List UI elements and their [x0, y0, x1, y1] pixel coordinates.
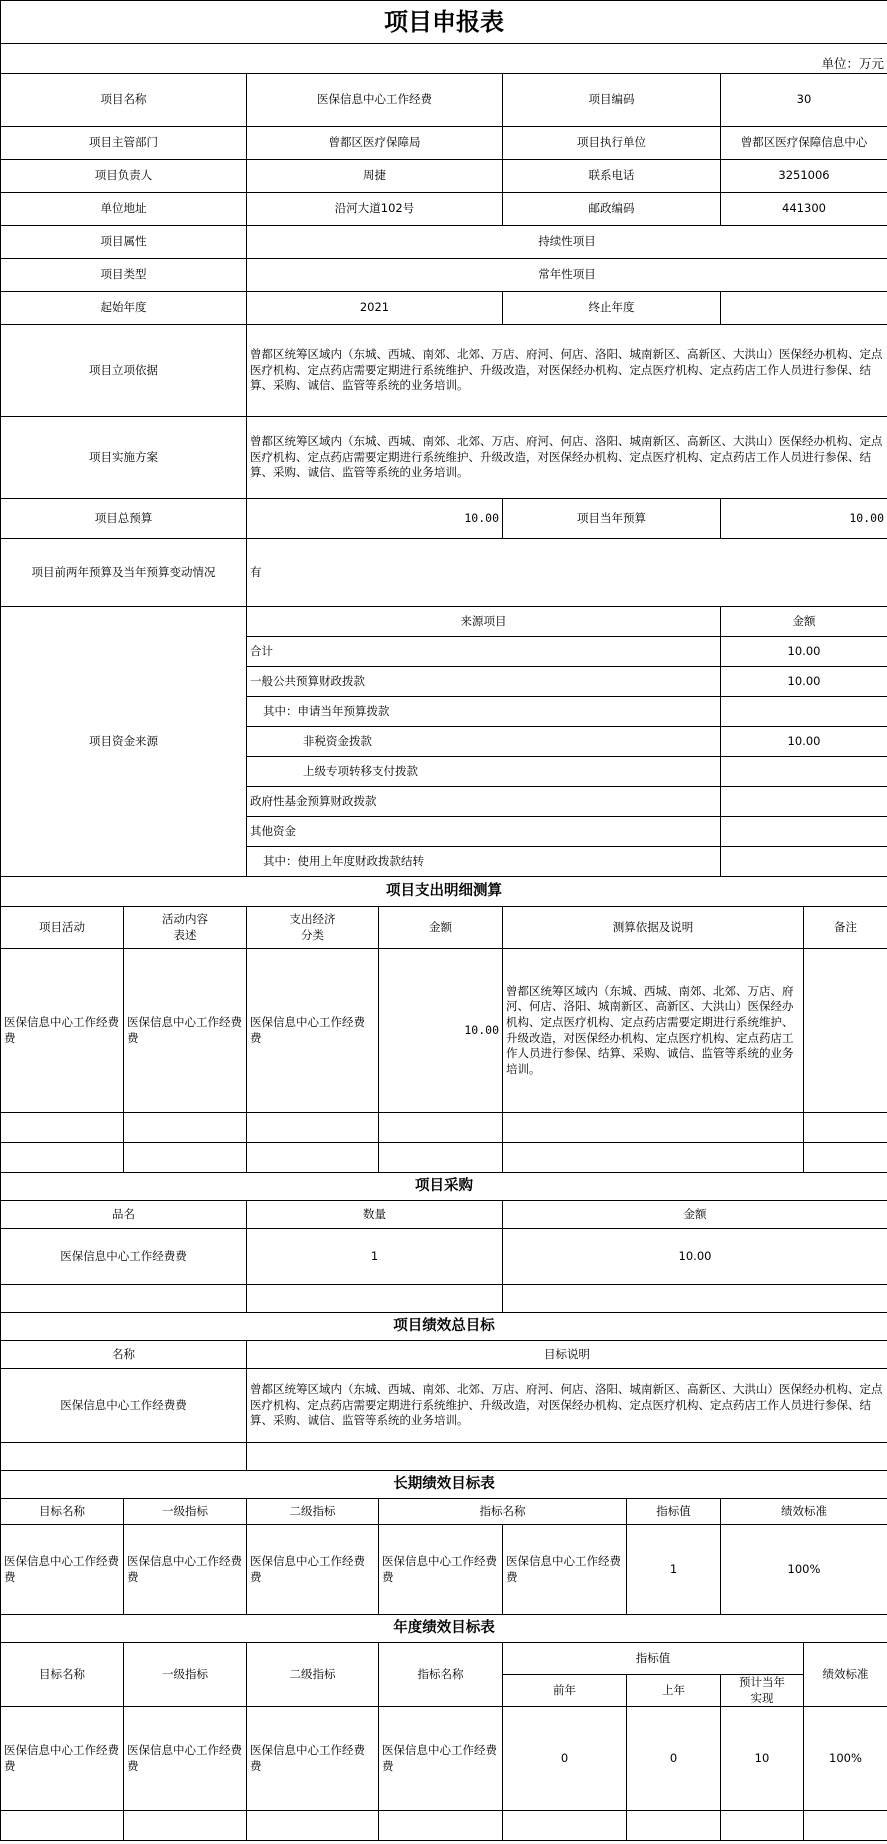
empty-cell	[1, 1285, 247, 1313]
empty-cell	[379, 1143, 503, 1173]
funding-amount-header: 金额	[721, 607, 887, 637]
expense-header-note: 备注	[804, 907, 887, 949]
annual-subheader-prev2: 前年	[503, 1675, 627, 1707]
empty-cell	[804, 1113, 887, 1143]
plan-label: 项目实施方案	[1, 417, 247, 499]
type-label: 项目类型	[1, 259, 247, 292]
funding-row-name: 政府性基金预算财政拨款	[247, 787, 721, 817]
project-name-value: 医保信息中心工作经费	[247, 74, 503, 127]
project-code-label: 项目编码	[503, 74, 721, 127]
expense-category: 医保信息中心工作经费费	[247, 949, 379, 1113]
funding-source-header: 来源项目	[247, 607, 721, 637]
annual-subheader-current: 预计当年 实现	[721, 1675, 804, 1707]
basis-label: 项目立项依据	[1, 325, 247, 417]
expense-basis: 曾都区统筹区域内（东城、西城、南郊、北郊、万店、府河、何店、洛阳、城南新区、高新区、大洪山）医保经办机构、定点医疗机构、定点药店需要定期进行系统维护、升级改造，对医保经办机构、定点医疗机构、定点药店工作人员进行参保、结算、采购、诚信、监管等系统的业务培训。	[503, 949, 804, 1113]
dept-label: 项目主管部门	[1, 127, 247, 160]
expense-section-title: 项目支出明细测算	[1, 877, 887, 907]
address-value: 沿河大道102号	[247, 193, 503, 226]
total-budget-value: 10.00	[247, 499, 503, 539]
empty-cell	[247, 1113, 379, 1143]
long-term-indicator: 医保信息中心工作经费费	[379, 1525, 503, 1615]
expense-header-content: 活动内容 表述	[124, 907, 247, 949]
long-term-header-level2: 二级指标	[247, 1499, 379, 1525]
funding-row-amount: 10.00	[721, 637, 887, 667]
procurement-section-title: 项目采购	[1, 1173, 887, 1201]
long-term-header-standard: 绩效标准	[721, 1499, 887, 1525]
empty-cell	[379, 1113, 503, 1143]
annual-standard: 100%	[804, 1707, 887, 1811]
procurement-header-qty: 数量	[247, 1201, 503, 1229]
attribute-value: 持续性项目	[247, 226, 887, 259]
funding-row-name: 合计	[247, 637, 721, 667]
funding-row-name: 其他资金	[247, 817, 721, 847]
dept-value: 曾都区医疗保障局	[247, 127, 503, 160]
address-label: 单位地址	[1, 193, 247, 226]
funding-row-amount	[721, 817, 887, 847]
empty-cell	[1, 1811, 124, 1841]
end-year-label: 终止年度	[503, 292, 721, 325]
annual-target: 医保信息中心工作经费费	[1, 1707, 124, 1811]
annual-section-title: 年度绩效目标表	[1, 1615, 887, 1643]
long-term-indicator-2: 医保信息中心工作经费费	[503, 1525, 627, 1615]
annual-header-level1: 一级指标	[124, 1643, 247, 1707]
expense-header-basis: 测算依据及说明	[503, 907, 804, 949]
annual-header-value: 指标值	[503, 1643, 804, 1675]
perf-total-section-title: 项目绩效总目标	[1, 1313, 887, 1341]
expense-header-activity: 项目活动	[1, 907, 124, 949]
long-term-header-target: 目标名称	[1, 1499, 124, 1525]
long-term-header-indicator: 指标名称	[379, 1499, 627, 1525]
annual-header-target: 目标名称	[1, 1643, 124, 1707]
expense-activity: 医保信息中心工作经费费	[1, 949, 124, 1113]
expense-amount: 10.00	[379, 949, 503, 1113]
empty-cell	[1, 1443, 247, 1471]
empty-cell	[124, 1143, 247, 1173]
procurement-item-name: 医保信息中心工作经费费	[1, 1229, 247, 1285]
funding-row-amount	[721, 787, 887, 817]
form-title: 项目申报表	[1, 1, 887, 44]
basis-value: 曾都区统筹区域内（东城、西城、南郊、北郊、万店、府河、何店、洛阳、城南新区、高新区、大洪山）医保经办机构、定点医疗机构、定点药店需要定期进行系统维护、升级改造，对医保经办机构、定点医疗机构、定点药店工作人员进行参保、结算、采购、诚信、监管等系统的业务培训。	[247, 325, 887, 417]
long-term-header-level1: 一级指标	[124, 1499, 247, 1525]
empty-cell	[804, 1811, 887, 1841]
empty-cell	[247, 1285, 503, 1313]
long-term-level2: 医保信息中心工作经费费	[247, 1525, 379, 1615]
funding-label: 项目资金来源	[1, 607, 247, 877]
procurement-item-qty: 1	[247, 1229, 503, 1285]
leader-label: 项目负责人	[1, 160, 247, 193]
start-year-value: 2021	[247, 292, 503, 325]
funding-row-amount	[721, 697, 887, 727]
phone-value: 3251006	[721, 160, 887, 193]
long-term-value: 1	[627, 1525, 721, 1615]
empty-cell	[247, 1811, 379, 1841]
budget-change-label: 项目前两年预算及当年预算变动情况	[1, 539, 247, 607]
empty-cell	[503, 1811, 627, 1841]
end-year-value	[721, 292, 887, 325]
plan-value: 曾都区统筹区域内（东城、西城、南郊、北郊、万店、府河、何店、洛阳、城南新区、高新区、大洪山）医保经办机构、定点医疗机构、定点药店需要定期进行系统维护、升级改造，对医保经办机构、定点医疗机构、定点药店工作人员进行参保、结算、采购、诚信、监管等系统的业务培训。	[247, 417, 887, 499]
current-budget-label: 项目当年预算	[503, 499, 721, 539]
procurement-header-name: 品名	[1, 1201, 247, 1229]
attribute-label: 项目属性	[1, 226, 247, 259]
empty-cell	[247, 1443, 887, 1471]
funding-row-name: 上级专项转移支付拨款	[247, 757, 721, 787]
annual-indicator: 医保信息中心工作经费费	[379, 1707, 503, 1811]
long-term-standard: 100%	[721, 1525, 887, 1615]
expense-header-amount: 金额	[379, 907, 503, 949]
funding-row-name: 其中：申请当年预算拨款	[247, 697, 721, 727]
zip-value: 441300	[721, 193, 887, 226]
expense-header-category: 支出经济 分类	[247, 907, 379, 949]
empty-cell	[124, 1811, 247, 1841]
type-value: 常年性项目	[247, 259, 887, 292]
annual-prev2: 0	[503, 1707, 627, 1811]
annual-header-standard: 绩效标准	[804, 1643, 887, 1707]
perf-total-desc: 曾都区统筹区域内（东城、西城、南郊、北郊、万店、府河、何店、洛阳、城南新区、高新区、大洪山）医保经办机构、定点医疗机构、定点药店需要定期进行系统维护、升级改造，对医保经办机构、定点医疗机构、定点药店工作人员进行参保、结算、采购、诚信、监管等系统的业务培训。	[247, 1369, 887, 1443]
empty-cell	[804, 1143, 887, 1173]
funding-row-amount: 10.00	[721, 727, 887, 757]
long-term-header-value: 指标值	[627, 1499, 721, 1525]
empty-cell	[503, 1285, 887, 1313]
exec-unit-value: 曾都区医疗保障信息中心	[721, 127, 887, 160]
annual-subheader-prev1: 上年	[627, 1675, 721, 1707]
perf-total-header-name: 名称	[1, 1341, 247, 1369]
funding-row-name: 其中：使用上年度财政拨款结转	[247, 847, 721, 877]
exec-unit-label: 项目执行单位	[503, 127, 721, 160]
budget-change-value: 有	[247, 539, 887, 607]
empty-cell	[247, 1143, 379, 1173]
start-year-label: 起始年度	[1, 292, 247, 325]
annual-header-indicator: 指标名称	[379, 1643, 503, 1707]
funding-row-name: 一般公共预算财政拨款	[247, 667, 721, 697]
funding-row-amount	[721, 847, 887, 877]
annual-level1: 医保信息中心工作经费费	[124, 1707, 247, 1811]
empty-cell	[379, 1811, 503, 1841]
zip-label: 邮政编码	[503, 193, 721, 226]
empty-cell	[721, 1811, 804, 1841]
unit-label: 单位：万元	[1, 44, 887, 74]
total-budget-label: 项目总预算	[1, 499, 247, 539]
phone-label: 联系电话	[503, 160, 721, 193]
procurement-item-amount: 10.00	[503, 1229, 887, 1285]
annual-header-level2: 二级指标	[247, 1643, 379, 1707]
long-term-level1: 医保信息中心工作经费费	[124, 1525, 247, 1615]
perf-total-header-desc: 目标说明	[247, 1341, 887, 1369]
leader-value: 周捷	[247, 160, 503, 193]
empty-cell	[1, 1143, 124, 1173]
annual-level2: 医保信息中心工作经费费	[247, 1707, 379, 1811]
long-term-target: 医保信息中心工作经费费	[1, 1525, 124, 1615]
empty-cell	[503, 1113, 804, 1143]
long-term-section-title: 长期绩效目标表	[1, 1471, 887, 1499]
funding-row-name: 非税资金拨款	[247, 727, 721, 757]
expense-note	[804, 949, 887, 1113]
annual-current: 10	[721, 1707, 804, 1811]
current-budget-value: 10.00	[721, 499, 887, 539]
empty-cell	[627, 1811, 721, 1841]
expense-content: 医保信息中心工作经费费	[124, 949, 247, 1113]
perf-total-name: 医保信息中心工作经费费	[1, 1369, 247, 1443]
procurement-header-amount: 金额	[503, 1201, 887, 1229]
empty-cell	[503, 1143, 804, 1173]
empty-cell	[1, 1113, 124, 1143]
annual-prev1: 0	[627, 1707, 721, 1811]
funding-row-amount: 10.00	[721, 667, 887, 697]
empty-cell	[124, 1113, 247, 1143]
project-code-value: 30	[721, 74, 887, 127]
funding-row-amount	[721, 757, 887, 787]
project-name-label: 项目名称	[1, 74, 247, 127]
